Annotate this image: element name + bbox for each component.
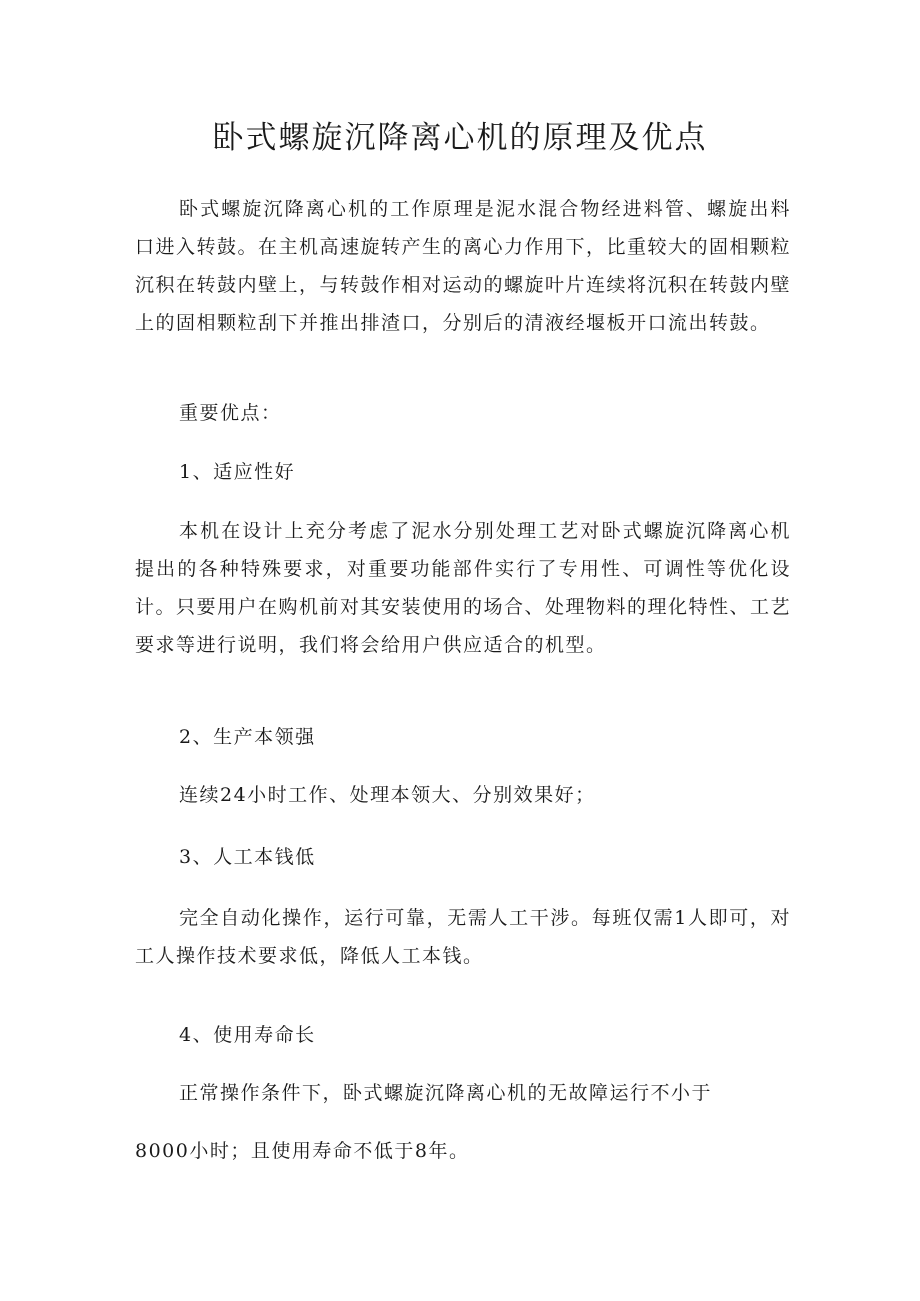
intro-paragraph: 卧式螺旋沉降离心机的工作原理是泥水混合物经进料管、螺旋出料口进入转鼓。在主机高速旋转产生的离心力作用下，比重较大的固相颗粒沉积在转鼓内壁上，与转鼓作相对运动的螺旋叶片连续将沉积在转鼓内壁上的固相颗粒刮下并推出排渣口，分别后的清液经堰板开口流出转鼓。 [135,198,792,334]
section-4-body: 正常操作条件下，卧式螺旋沉降离心机的无故障运行不小于 [179,1082,713,1104]
section-2-body: 连续24小时工作、处理本领大、分别效果好； [179,784,596,806]
section-1-body: 本机在设计上充分考虑了泥水分别处理工艺对卧式螺旋沉降离心机提出的各种特殊要求，对重要功能部件实行了专用性、可调性等优化设计。只要用户在购机前对其安装使用的场合、处理物料的理化特性、工艺要求等进行说明，我们将会给用户供应适合的机型。 [135,520,792,656]
section-4-body-continued: 8000小时；且使用寿命不低于8年。 [135,1140,470,1162]
section-3-heading: 3、人工本钱低 [179,846,316,868]
section-2-heading: 2、生产本领强 [179,726,316,748]
section-4-heading: 4、使用寿命长 [179,1024,316,1046]
advantages-heading: 重要优点： [179,402,282,424]
document-title: 卧式螺旋沉降离心机的原理及优点 [212,120,708,156]
section-1-heading: 1、适应性好 [179,461,296,483]
section-3-body: 完全自动化操作，运行可靠，无需人工干涉。每班仅需1人即可，对工人操作技术要求低，降低人工本钱。 [135,907,791,967]
